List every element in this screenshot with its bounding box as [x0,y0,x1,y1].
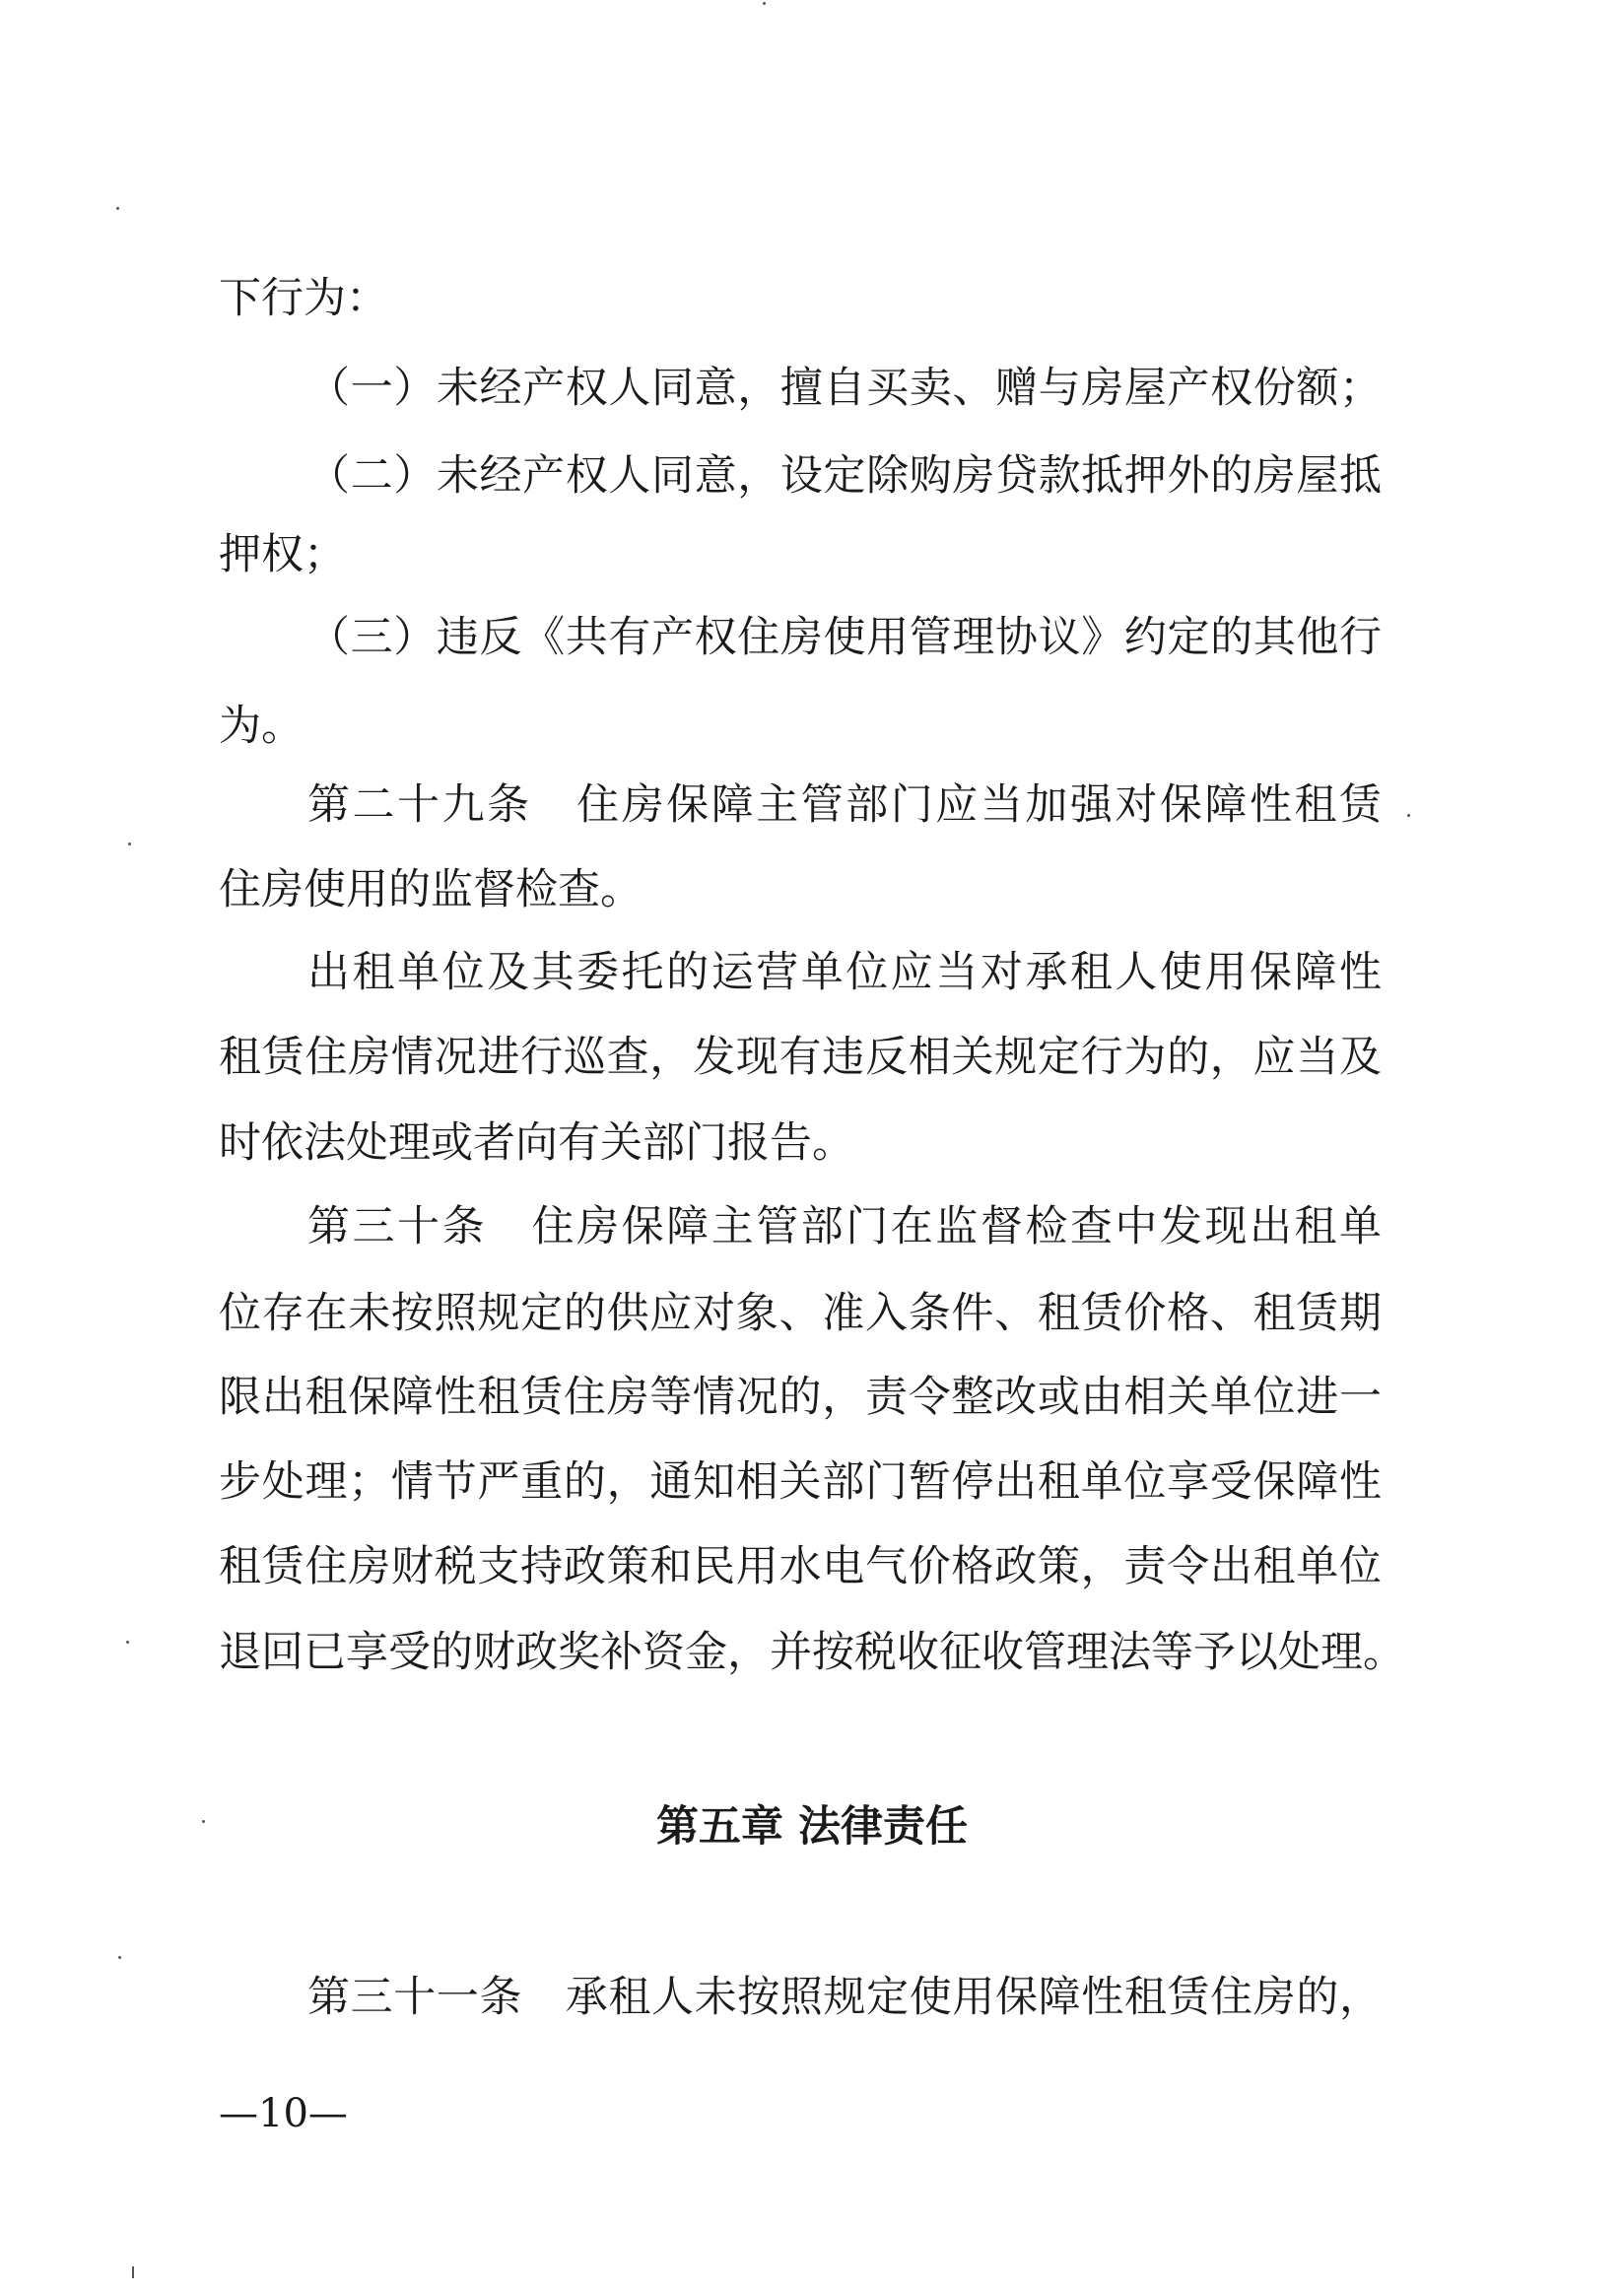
scan-speck [132,2266,134,2278]
body-line: 押权； [219,530,346,579]
scan-speck [116,207,119,210]
body-line: 退回已享受的财政奖补资金，并按税收征收管理法等予以处理。 [219,1628,1405,1677]
article-line: 第二十九条 住房保障主管部门应当加强对保障性租赁 [307,780,1382,830]
page-number: —10— [219,2091,348,2136]
scan-speck [128,843,131,845]
scan-speck [763,2,766,5]
body-line: 步处理；情节严重的，通知相关部门暂停出租单位享受保障性 [219,1457,1382,1507]
scan-speck [202,1820,205,1823]
body-line: （三）违反《共有产权住房使用管理协议》约定的其他行 [307,613,1382,662]
body-line: 为。 [219,702,304,751]
scan-speck [126,1641,129,1644]
scan-speck [1407,814,1410,817]
scan-speck [118,1956,121,1959]
body-line: 出租单位及其委托的运营单位应当对承租人使用保障性 [307,948,1382,997]
article-line: 第三十条 住房保障主管部门在监督检查中发现出租单 [307,1202,1382,1251]
body-line: 租赁住房情况进行巡查，发现有违反相关规定行为的，应当及 [219,1033,1382,1082]
body-line: 时依法处理或者向有关部门报告。 [219,1118,854,1168]
body-line: （二）未经产权人同意，设定除购房贷款抵押外的房屋抵 [307,451,1382,501]
body-line: 下行为： [219,274,388,323]
body-line: 位存在未按照规定的供应对象、准入条件、租赁价格、租赁期 [219,1289,1382,1338]
body-line: 住房使用的监督检查。 [219,865,643,914]
body-line: 租赁住房财税支持政策和民用水电气价格政策，责令出租单位 [219,1542,1382,1591]
body-line: （一）未经产权人同意，擅自买卖、赠与房屋产权份额； [307,364,1382,413]
chapter-heading: 第五章 法律责任 [656,1802,968,1852]
article-line: 第三十一条 承租人未按照规定使用保障性租赁住房的， [307,1973,1382,2022]
body-line: 限出租保障性租赁住房等情况的，责令整改或由相关单位进一 [219,1373,1382,1422]
